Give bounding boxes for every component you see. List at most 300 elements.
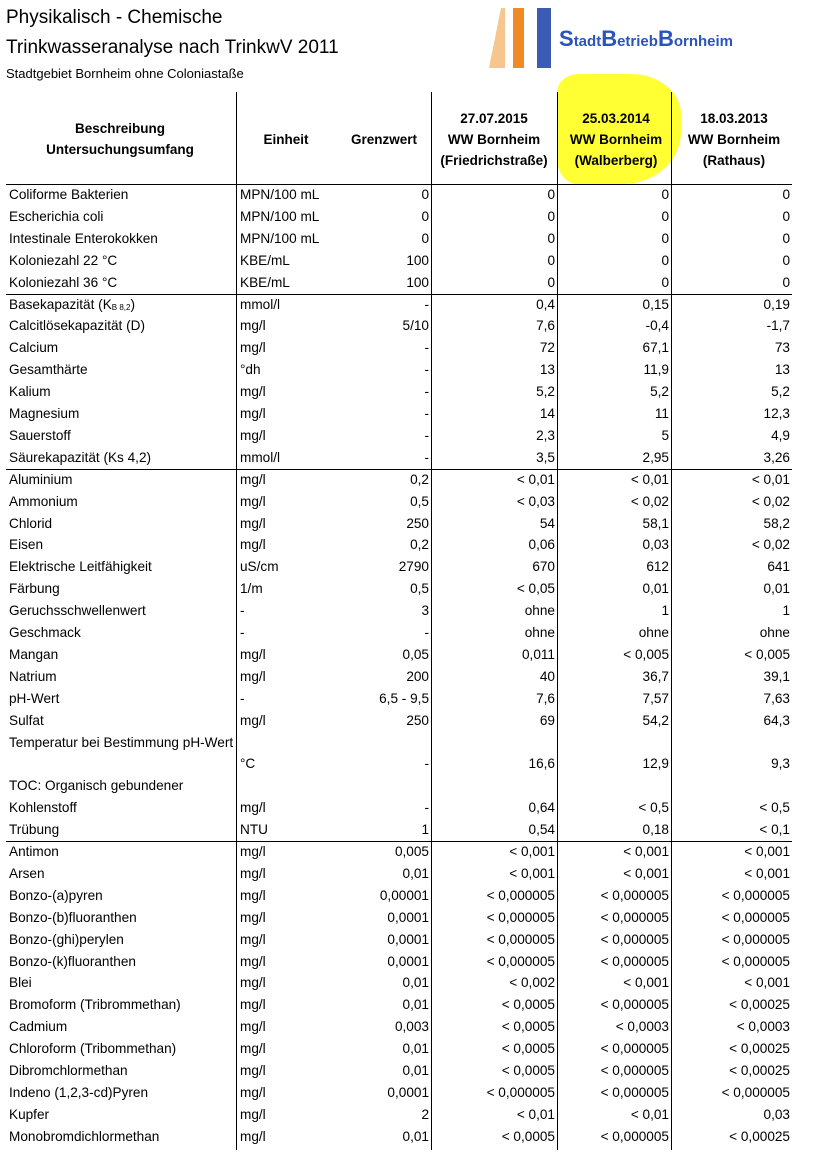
value-2014: 58,1 (642, 515, 669, 531)
limit-cell: 0,01 (402, 865, 429, 881)
parameter-name-tail: ) (130, 296, 135, 312)
table-row (0, 206, 800, 228)
value-2015: < 0,01 (516, 471, 555, 487)
column-divider (671, 92, 672, 1150)
parameter-name-text: Sauerstoff (9, 427, 71, 443)
parameter-name (9, 994, 235, 1016)
value-2014: < 0,000005 (600, 887, 669, 903)
table-row (0, 1126, 800, 1148)
table-row (0, 337, 800, 359)
value-2013: < 0,1 (759, 822, 790, 838)
unit-cell: mg/l (240, 406, 266, 421)
parameter-name (9, 666, 235, 688)
header-sample-site: WW Bornheim (687, 131, 781, 147)
value-2013: 0 (782, 187, 790, 202)
parameter-name-text: pH-Wert (9, 690, 60, 706)
value-2013: < 0,00025 (729, 997, 790, 1013)
limit-cell: - (424, 340, 429, 356)
value-2013: 1 (782, 603, 790, 619)
parameter-name-subscript: B 8,2 (111, 302, 131, 312)
value-2014: < 0,001 (623, 975, 669, 991)
table-row (0, 907, 800, 929)
parameter-name (9, 907, 235, 929)
parameter-name (9, 359, 235, 381)
unit-cell: KBE/mL (240, 274, 290, 290)
value-2015: < 0,001 (509, 865, 555, 881)
limit-cell: - (424, 362, 429, 378)
parameter-name (9, 710, 235, 732)
value-2014: 0 (661, 230, 669, 246)
parameter-name (9, 600, 235, 622)
header-sample-date: 27.07.2015 (460, 110, 528, 126)
limit-cell: 0,2 (410, 537, 429, 553)
parameter-name (9, 1082, 235, 1104)
value-2013: 7,63 (763, 690, 790, 706)
parameter-name-text: Bonzo-(ghi)perylen (9, 931, 124, 947)
value-2013: 641 (767, 559, 790, 575)
value-2013: < 0,02 (751, 493, 790, 509)
parameter-name (9, 556, 235, 578)
value-2014: 36,7 (642, 668, 669, 684)
table-row (0, 272, 800, 294)
value-2013: < 0,005 (744, 646, 790, 662)
limit-cell: 0,01 (402, 1041, 429, 1057)
value-2014: 67,1 (642, 340, 669, 356)
unit-cell: °dh (240, 362, 261, 378)
limit-cell: 100 (406, 274, 429, 290)
table-row (0, 315, 800, 337)
value-2014: 0 (661, 208, 669, 224)
value-2014: 11,9 (643, 362, 669, 378)
unit-cell: mg/l (240, 646, 266, 662)
table-row (0, 425, 800, 447)
table-row (0, 622, 800, 644)
parameter-name-text: Monobromdichlormethan (9, 1128, 160, 1144)
table-row (0, 775, 800, 819)
table-row (0, 863, 800, 885)
limit-cell: - (424, 800, 429, 816)
parameter-name (9, 929, 235, 951)
parameter-name-text: Magnesium (9, 406, 80, 421)
unit-cell: MPN/100 mL (240, 187, 320, 202)
table-row (0, 578, 800, 600)
header-description-line2: Untersuchungsumfang (46, 142, 194, 157)
parameter-name-text: Säurekapazität (Ks 4,2) (9, 449, 152, 465)
value-2014: < 0,000005 (600, 997, 669, 1013)
value-2013: < 0,000005 (721, 909, 790, 925)
unit-cell: - (240, 603, 245, 619)
parameter-name (9, 732, 235, 754)
table-row (0, 491, 800, 513)
value-2015: < 0,0005 (501, 1041, 555, 1057)
parameter-name (9, 972, 235, 994)
value-2013: 64,3 (763, 712, 790, 728)
value-2014: < 0,000005 (600, 1128, 669, 1144)
value-2015: 16,6 (528, 756, 555, 772)
value-2015: 3,5 (536, 449, 555, 465)
value-2013: < 0,001 (744, 975, 790, 991)
parameter-name-text: Sulfat (9, 712, 44, 728)
limit-cell: 200 (406, 668, 429, 684)
parameter-name-text: Mangan (9, 646, 59, 662)
value-2013: 12,3 (763, 406, 790, 421)
parameter-name (9, 206, 235, 228)
limit-cell: - (424, 449, 429, 465)
value-2013: -1,7 (766, 318, 790, 334)
parameter-name (9, 228, 235, 250)
table-row (0, 534, 800, 556)
header-sample-location: (Rathaus) (702, 152, 766, 168)
unit-cell: uS/cm (240, 559, 279, 575)
parameter-name (9, 315, 235, 337)
unit-cell: mg/l (240, 340, 266, 356)
value-2015: < 0,03 (516, 493, 555, 509)
unit-cell: mg/l (240, 909, 266, 925)
value-2014: < 0,005 (623, 646, 669, 662)
table-row (0, 972, 800, 994)
value-2014: 0 (661, 187, 669, 202)
unit-cell: MPN/100 mL (240, 230, 320, 246)
table-row (0, 250, 800, 272)
parameter-name (9, 1038, 235, 1060)
value-2014: 11 (654, 406, 669, 421)
table-row (0, 359, 800, 381)
column-divider (236, 92, 237, 1150)
table-row (0, 710, 800, 732)
unit-cell: NTU (240, 822, 268, 838)
value-2014: < 0,001 (623, 865, 669, 881)
parameter-name (9, 688, 235, 710)
limit-cell: 2 (421, 1106, 429, 1122)
limit-cell: 250 (406, 515, 429, 531)
parameter-name-text: Aluminium (9, 471, 73, 487)
value-2015: 5,2 (536, 384, 555, 400)
value-2015: ohne (524, 625, 555, 640)
value-2015: 7,6 (536, 318, 555, 334)
unit-cell: mmol/l (240, 449, 281, 465)
value-2013: < 0,00025 (729, 1128, 790, 1144)
parameter-name-text: Geruchsschwellenwert (9, 603, 146, 619)
value-2013: < 0,000005 (721, 887, 790, 903)
value-2013: 0 (782, 208, 790, 224)
limit-cell: 0,01 (402, 1063, 429, 1078)
parameter-name-text: Elektrische Leitfähigkeit (9, 559, 152, 575)
value-2013: < 0,01 (751, 471, 790, 487)
value-2013: 13 (774, 362, 790, 378)
parameter-name-text: Geschmack (9, 625, 81, 640)
value-2015: 670 (532, 559, 555, 575)
parameter-name-text: Arsen (9, 865, 45, 881)
unit-cell: mg/l (240, 537, 266, 553)
header-sample-site: WW Bornheim (569, 131, 663, 147)
document-subtitle: Stadtgebiet Bornheim ohne Coloniastaße (6, 66, 244, 81)
stadtbetrieb-logo (487, 6, 793, 70)
parameter-name (9, 337, 235, 359)
value-2014: < 0,000005 (600, 931, 669, 947)
limit-cell: 0,5 (410, 581, 429, 597)
value-2015: < 0,0005 (501, 997, 555, 1013)
table-row (0, 885, 800, 907)
value-2015: < 0,000005 (486, 931, 555, 947)
value-2014: 0,18 (642, 822, 669, 838)
limit-cell: 0,0001 (387, 1084, 429, 1100)
parameter-name (9, 184, 235, 206)
parameter-name (9, 644, 235, 666)
value-2013: 0,01 (763, 581, 790, 597)
value-2014: < 0,01 (630, 1106, 669, 1122)
unit-cell: - (240, 690, 245, 706)
limit-cell: 0 (421, 187, 429, 202)
header-limit (336, 92, 432, 186)
value-2015: 0 (547, 230, 555, 246)
parameter-name (9, 1104, 235, 1126)
limit-cell: 0 (421, 208, 429, 224)
value-2014: < 0,000005 (600, 1041, 669, 1057)
parameter-name (9, 534, 235, 556)
column-divider (431, 92, 432, 1150)
parameter-name-text: Bonzo-(a)pyren (9, 887, 103, 903)
parameter-name (9, 819, 235, 841)
logo-stripe-blue (537, 8, 551, 68)
value-2013: < 0,00025 (729, 1041, 790, 1057)
limit-cell: 0,5 (410, 493, 429, 509)
limit-cell: 2790 (398, 559, 429, 575)
parameter-name-text: Basekapazität (K (9, 296, 112, 312)
table-row (0, 513, 800, 535)
unit-cell: mg/l (240, 953, 266, 969)
parameter-name-text: Gesamthärte (9, 362, 88, 378)
value-2014: 54,2 (642, 712, 669, 728)
parameter-name-text: Indeno (1,2,3-cd)Pyren (9, 1084, 149, 1100)
unit-cell: mg/l (240, 1128, 266, 1144)
table-row (0, 1016, 800, 1038)
table-row (0, 600, 800, 622)
value-2015: < 0,01 (516, 1106, 555, 1122)
logo-text: StadtBetriebBornheim (559, 26, 734, 51)
parameter-name (9, 381, 235, 403)
table-row (0, 294, 800, 316)
value-2015: 0,64 (528, 800, 555, 816)
parameter-name-text: Natrium (9, 668, 57, 684)
column-divider (557, 92, 558, 1150)
unit-cell: mg/l (240, 1106, 266, 1122)
limit-cell: 0,0001 (387, 931, 429, 947)
unit-cell: mg/l (240, 800, 266, 816)
parameter-name-text: Intestinale Enterokokken (9, 230, 158, 246)
value-2015: 72 (539, 340, 555, 356)
value-2014: 12,9 (642, 756, 669, 772)
value-2015: < 0,05 (516, 581, 555, 597)
parameter-name-text: Coliforme Bakterien (9, 187, 129, 202)
parameter-name (9, 885, 235, 907)
table-row (0, 1038, 800, 1060)
unit-cell: mg/l (240, 865, 266, 881)
unit-cell: 1/m (240, 581, 263, 597)
value-2014: < 0,000005 (600, 1063, 669, 1078)
value-2013: ohne (759, 625, 790, 640)
value-2013: < 0,0003 (736, 1019, 790, 1035)
header-limit-label: Grenzwert (350, 131, 418, 147)
parameter-name-text: Kalium (9, 384, 51, 400)
parameter-name-text: TOC: Organisch gebundener Kohlenstoff (9, 778, 184, 816)
value-2013: 73 (774, 340, 790, 356)
table-row (0, 556, 800, 578)
parameter-name-text: Eisen (9, 537, 44, 553)
value-2013: < 0,5 (759, 800, 790, 816)
value-2014: 0,03 (642, 537, 669, 553)
table-row (0, 688, 800, 710)
value-2015: < 0,002 (509, 975, 555, 991)
parameter-name-text: Temperatur bei Bestimmung pH-Wert (9, 734, 234, 750)
value-2014: 5,2 (650, 384, 669, 400)
value-2015: ohne (524, 603, 555, 619)
value-2014: 2,95 (642, 449, 669, 465)
value-2014: < 0,001 (623, 844, 669, 859)
unit-cell: mg/l (240, 471, 266, 487)
unit-cell: MPN/100 mL (240, 208, 320, 224)
table-row (0, 228, 800, 250)
parameter-name-text: Ammonium (9, 493, 78, 509)
value-2014: < 0,000005 (600, 909, 669, 925)
value-2015: < 0,000005 (486, 909, 555, 925)
unit-cell: mmol/l (240, 296, 281, 312)
parameter-name (9, 513, 235, 535)
value-2015: < 0,0005 (501, 1128, 555, 1144)
header-description (6, 92, 234, 186)
limit-cell: - (424, 384, 429, 400)
value-2013: < 0,000005 (721, 1084, 790, 1100)
value-2013: 39,1 (763, 668, 790, 684)
limit-cell: 6,5 - 9,5 (379, 690, 429, 706)
value-2014: < 0,000005 (600, 1084, 669, 1100)
limit-cell: 0,01 (402, 975, 429, 991)
value-2013: < 0,02 (751, 537, 790, 553)
value-2013: 0 (782, 230, 790, 246)
unit-cell: mg/l (240, 887, 266, 903)
unit-cell: mg/l (240, 515, 266, 531)
parameter-name-text: Bromoform (Tribrommethan) (9, 997, 181, 1013)
parameter-name (9, 403, 235, 425)
value-2015: < 0,000005 (486, 887, 555, 903)
parameter-name (9, 447, 235, 469)
value-2015: 69 (539, 712, 555, 728)
unit-cell: mg/l (240, 997, 266, 1013)
value-2013: < 0,001 (744, 865, 790, 881)
parameter-name (9, 578, 235, 600)
value-2015: 0,06 (528, 537, 555, 553)
unit-cell: mg/l (240, 1063, 266, 1078)
value-2013: 4,9 (771, 427, 790, 443)
limit-cell: - (424, 406, 429, 421)
table-row (0, 1082, 800, 1104)
parameter-name-text: Chlorid (9, 515, 53, 531)
table-row (0, 469, 800, 491)
value-2014: 0 (661, 274, 669, 290)
limit-cell: 0 (421, 230, 429, 246)
value-2014: 1 (661, 603, 669, 619)
header-sample-location: (Friedrichstraße) (440, 152, 548, 168)
value-2015: < 0,001 (509, 844, 555, 859)
value-2013: 0 (782, 274, 790, 290)
limit-cell: 0,003 (394, 1019, 429, 1035)
table-row (0, 929, 800, 951)
table-row (0, 994, 800, 1016)
parameter-name-text: Antimon (9, 844, 59, 859)
unit-cell: mg/l (240, 844, 266, 859)
limit-cell: 0,05 (402, 646, 429, 662)
limit-cell: 250 (406, 712, 429, 728)
limit-cell: - (424, 296, 429, 312)
value-2015: 14 (539, 406, 555, 421)
parameter-name (9, 294, 235, 318)
unit-cell: mg/l (240, 493, 266, 509)
value-2015: 0 (547, 252, 555, 268)
logo-stripe-light (489, 8, 505, 68)
parameter-name-text: Koloniezahl 36 °C (9, 274, 118, 290)
table-row (0, 381, 800, 403)
value-2013: < 0,001 (744, 844, 790, 859)
limit-cell: 0,2 (410, 471, 429, 487)
value-2015: 2,3 (536, 427, 555, 443)
unit-cell: mg/l (240, 384, 266, 400)
table-row (0, 184, 800, 206)
unit-cell: mg/l (240, 931, 266, 947)
limit-cell: - (424, 625, 429, 640)
parameter-name (9, 491, 235, 513)
limit-cell: 0,01 (402, 997, 429, 1013)
table-row (0, 1060, 800, 1082)
value-2015: 0,4 (536, 296, 555, 312)
unit-cell: - (240, 625, 245, 640)
value-2015: 0,54 (528, 822, 555, 838)
table-row (0, 732, 800, 776)
value-2015: 0 (547, 187, 555, 202)
parameter-name (9, 775, 235, 819)
header-sample-date: 25.03.2014 (582, 110, 650, 126)
value-2015: 0 (547, 274, 555, 290)
limit-cell: 0,005 (394, 844, 429, 859)
limit-cell: - (424, 427, 429, 443)
parameter-name (9, 425, 235, 447)
value-2014: 0,15 (642, 296, 669, 312)
parameter-name-text: Dibromchlormethan (9, 1063, 128, 1078)
parameter-name (9, 863, 235, 885)
value-2014: 0,01 (642, 581, 669, 597)
value-2014: ohne (638, 625, 669, 640)
header-sample-site: WW Bornheim (447, 131, 541, 147)
table-row (0, 666, 800, 688)
value-2013: < 0,00025 (729, 1063, 790, 1078)
header-unit-label: Einheit (263, 131, 309, 147)
value-2015: 7,6 (536, 690, 555, 706)
parameter-name (9, 622, 235, 644)
value-2014: < 0,0003 (615, 1019, 669, 1035)
table-row (0, 951, 800, 973)
table-row (0, 1104, 800, 1126)
value-2015: 40 (539, 668, 555, 684)
value-2014: < 0,02 (630, 493, 669, 509)
value-2013: 0,03 (763, 1106, 790, 1122)
unit-cell: mg/l (240, 1041, 266, 1057)
limit-cell: 5/10 (402, 318, 429, 334)
parameter-name (9, 272, 235, 294)
value-2013: 0,19 (763, 296, 790, 312)
value-2014: < 0,000005 (600, 953, 669, 969)
parameter-name-text: Chloroform (Tribommethan) (9, 1041, 177, 1057)
unit-cell: °C (240, 756, 256, 772)
parameter-name (9, 469, 235, 491)
table-row (0, 403, 800, 425)
